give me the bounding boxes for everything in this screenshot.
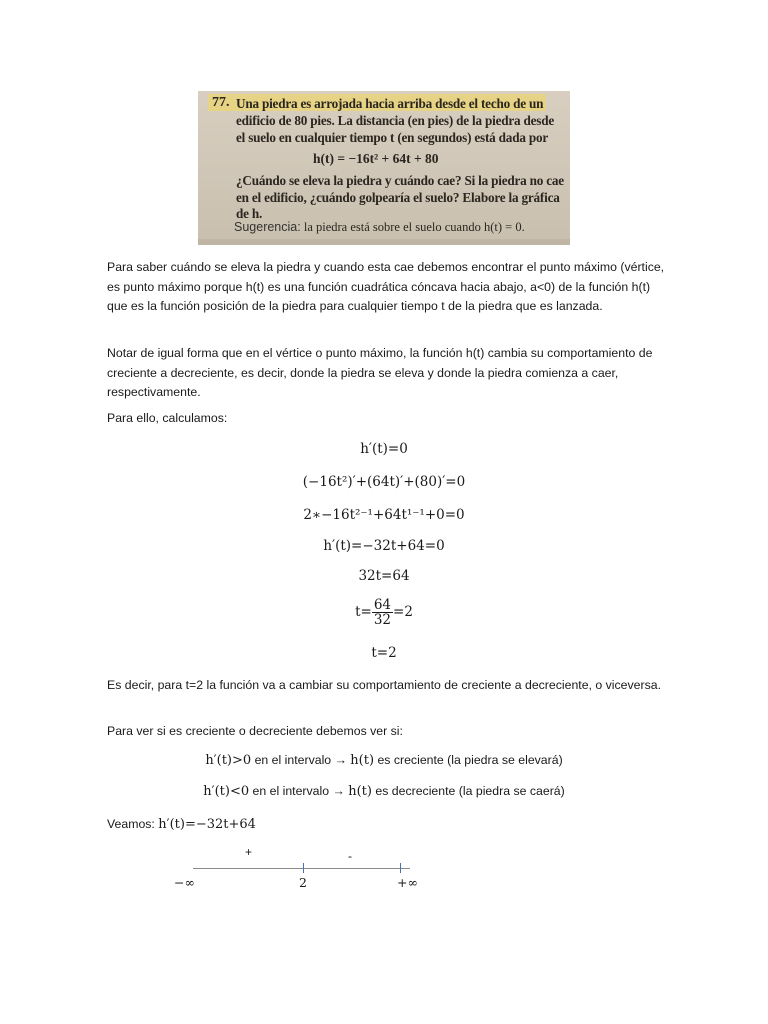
- number-line-axis: [193, 868, 410, 869]
- condition-2-math: h′(t)<0: [203, 784, 250, 799]
- hint-label: Sugerencia:: [234, 220, 301, 234]
- problem-line-2: edificio de 80 pies. La distancia (en pies) de la piedra desde: [236, 113, 555, 128]
- condition-1-mid: en el intervalo →: [251, 753, 351, 767]
- problem-formula: h(t) = −16t² + 64t + 80: [313, 151, 439, 166]
- fraction-denominator: 32: [373, 612, 392, 628]
- equation-6: [0, 598, 768, 627]
- condition-1-end: es creciente (la piedra se elevará): [374, 753, 563, 767]
- veamos-label: Veamos:: [107, 817, 159, 831]
- paragraph-5: Para ver si es creciente o decreciente debemos ver si:: [107, 724, 403, 738]
- sign-positive: +: [245, 845, 253, 859]
- problem-line-3: el suelo en cualquier tiempo t (en segundos) está dada por: [236, 130, 548, 145]
- equation-3: 2∗−16t²⁻¹+64t¹⁻¹+0=0: [303, 507, 465, 523]
- problem-line-6: de h.: [236, 206, 263, 221]
- problem-number: 77.: [212, 95, 230, 110]
- sign-negative: -: [348, 849, 352, 863]
- equation-1: h′(t)=0: [360, 441, 408, 457]
- tick-two: [303, 863, 304, 873]
- paragraph-4: Es decir, para t=2 la función va a cambiar su comportamiento de creciente a decreciente, o viceversa.: [107, 678, 661, 692]
- condition-2-end: es decreciente (la piedra se caerá): [371, 784, 565, 798]
- number-line: [0, 840, 768, 900]
- condition-decreasing: [0, 784, 768, 799]
- tick-plus-infinity: [400, 863, 401, 873]
- label-minus-infinity: −∞: [174, 875, 195, 890]
- equation-4: h′(t)=−32t+64=0: [323, 538, 445, 554]
- problem-line-1: Una piedra es arrojada hacia arriba desde el techo de un: [236, 96, 544, 111]
- problem-line-5: en el edificio, ¿cuándo golpearía el suelo? Elabore la gráfica: [236, 190, 560, 205]
- condition-1-math2: h(t): [350, 753, 375, 768]
- paragraph-2: Notar de igual forma que en el vértice o punto máximo, la función h(t) cambia su comportamiento de creciente a decreciente, es decir, donde la piedra se eleva y donde la piedra comienza a caer, respectivamente.: [107, 346, 653, 399]
- problem-photo: [198, 91, 570, 245]
- equation-2: (−16t²)′+(64t)′+(80)′=0: [302, 474, 466, 490]
- condition-1-math: h′(t)>0: [205, 753, 252, 768]
- paragraph-1: Para saber cuándo se eleva la piedra y cuando esta cae debemos encontrar el punto máximo (vértice, es punto máximo porque h(t) es una función cuadrática cóncava hacia abajo, a<0) de la función h(t) que es la función posición de la piedra para cualquier tiempo t de la piedra que es lanzada.: [107, 260, 665, 313]
- label-plus-infinity: +∞: [397, 875, 418, 890]
- problem-line-4: ¿Cuándo se eleva la piedra y cuándo cae? Si la piedra no cae: [236, 173, 564, 188]
- equation-5: 32t=64: [358, 568, 410, 584]
- paragraph-3: Para ello, calculamos:: [107, 411, 228, 425]
- problem-hint: [234, 220, 525, 235]
- fraction-numerator: 64: [373, 597, 392, 613]
- veamos-math: h′(t)=−32t+64: [158, 817, 256, 832]
- equation-6-left: t=: [355, 604, 372, 620]
- veamos-line: [107, 817, 256, 832]
- label-two: 2: [299, 875, 307, 890]
- fraction: [372, 598, 393, 627]
- condition-increasing: [0, 753, 768, 768]
- equation-6-right: =2: [393, 604, 413, 620]
- equation-7: t=2: [371, 645, 397, 661]
- condition-2-mid: en el intervalo →: [249, 784, 349, 798]
- hint-text: la piedra está sobre el suelo cuando h(t) = 0.: [303, 220, 525, 234]
- condition-2-math2: h(t): [348, 784, 372, 799]
